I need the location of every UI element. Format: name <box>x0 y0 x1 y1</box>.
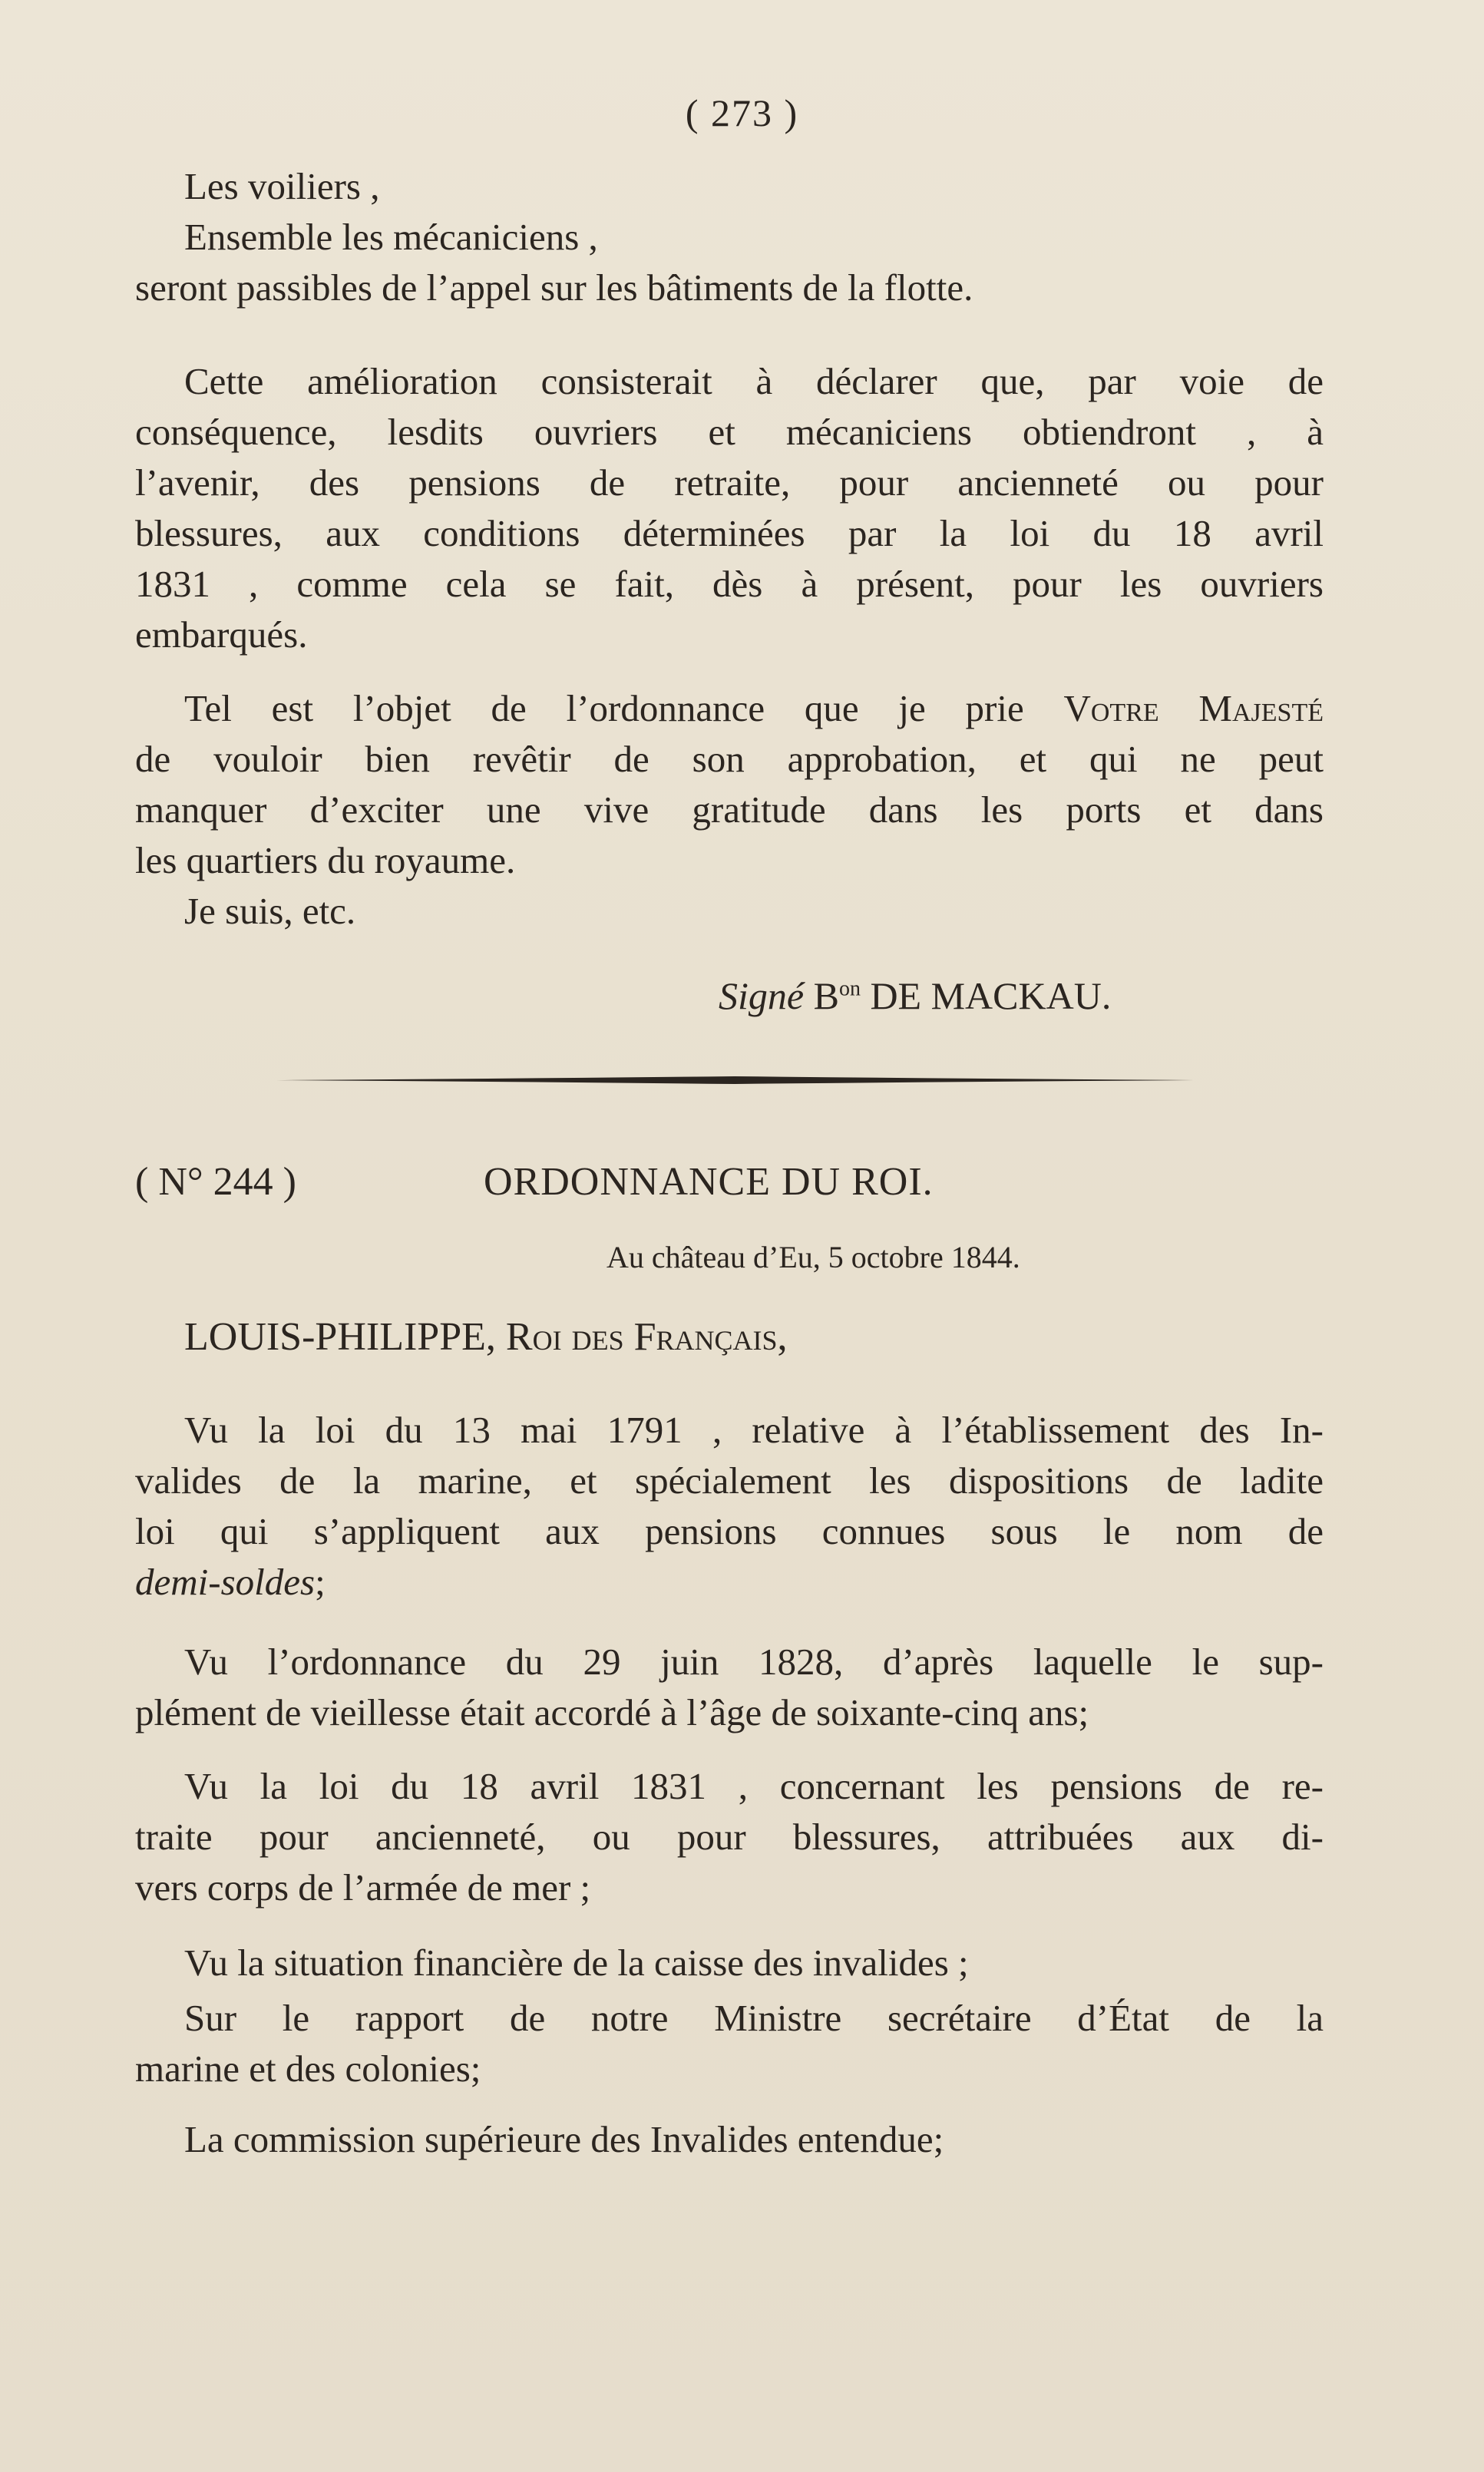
text-line: Vu la loi du 18 avril 1831 , concernant les pensions de re- <box>184 1765 1324 1807</box>
list-lines <box>135 161 1324 313</box>
king-title: Roi des Français, <box>505 1315 788 1359</box>
paragraph-improvement <box>135 356 1324 660</box>
text-line: valides de la marine, et spécialement les dispositions de ladite <box>135 1459 1324 1502</box>
paragraph-request <box>135 683 1324 937</box>
place-date: Au château d’Eu, 5 octobre 1844. <box>606 1240 1020 1274</box>
page-number: ( 273 ) <box>685 91 799 134</box>
text-line: marine et des colonies; <box>135 2047 481 2090</box>
closing-line: Je suis, etc. <box>184 890 356 932</box>
text-line: vers corps de l’armée de mer ; <box>135 1866 591 1909</box>
italic-term: demi-soldes <box>135 1561 316 1603</box>
text-line: seront passibles de l’appel sur les bâtiments de la flotte. <box>135 266 973 309</box>
consideration-2 <box>135 1637 1324 1738</box>
text-span: Tel est l’objet de l’ordonnance que je prie <box>184 687 1064 729</box>
text-line: La commission supérieure des Invalides entendue; <box>184 2118 944 2160</box>
text-line <box>135 1557 1324 1608</box>
text-line: embarqués. <box>135 613 308 656</box>
signature <box>719 973 1111 1018</box>
text-line: Sur le rapport de notre Ministre secrétaire d’État de la <box>184 1997 1324 2039</box>
text-span: ; <box>315 1561 326 1603</box>
ordinance-header <box>135 1159 1333 1215</box>
text-line: traite pour ancienneté, ou pour blessures, attribuées aux di- <box>135 1816 1324 1858</box>
text-line: blessures, aux conditions déterminées par la loi du 18 avril <box>135 512 1324 554</box>
signer-name: DE MACKAU. <box>870 974 1112 1017</box>
text-line: les quartiers du royaume. <box>135 839 516 881</box>
baron-title <box>814 974 861 1017</box>
text-line: de vouloir bien revêtir de son approbation, et qui ne peut <box>135 738 1324 780</box>
text-line: Vu la situation financière de la caisse des invalides ; <box>184 1942 969 1984</box>
text-line: loi qui s’appliquent aux pensions connues sous le nom de <box>135 1510 1324 1552</box>
text-line: Cette amélioration consisterait à déclarer que, par voie de <box>184 360 1324 402</box>
text-line: plément de vieillesse était accordé à l’âge de soixante-cinq ans; <box>135 1691 1089 1733</box>
text-line: Vu la loi du 13 mai 1791 , relative à l’établissement des In- <box>184 1409 1324 1451</box>
consideration-3 <box>135 1761 1324 1913</box>
text-line: 1831 , comme cela se fait, dès à présent, pour les ouvriers <box>135 563 1324 605</box>
section-divider-rule <box>276 1073 1194 1087</box>
text-line <box>135 683 1324 734</box>
consideration-6 <box>135 2114 1324 2165</box>
text-line: l’avenir, des pensions de retraite, pour ancienneté ou pour <box>135 461 1324 504</box>
king-line: LOUIS-PHILIPPE, Roi des Français, <box>184 1315 788 1359</box>
ordinance-number: ( N° 244 ) <box>135 1160 296 1204</box>
text-line: manquer d’exciter une vive gratitude dans les ports et dans <box>135 788 1324 831</box>
consideration-1 <box>135 1405 1324 1608</box>
baron-superscript: on <box>838 977 861 1001</box>
text-line: conséquence, lesdits ouvriers et mécaniciens obtiendront , à <box>135 411 1324 453</box>
consideration-5 <box>135 1993 1324 2094</box>
text-line: Les voiliers , <box>184 165 380 207</box>
text-line: Vu l’ordonnance du 29 juin 1828, d’après laquelle le sup- <box>184 1641 1324 1683</box>
majesty-smallcaps: Votre Majesté <box>1063 687 1324 729</box>
ordinance-title: ORDONNANCE DU ROI. <box>484 1160 934 1204</box>
text-line: Ensemble les mécaniciens , <box>184 216 598 258</box>
signed-word: Signé <box>719 974 805 1017</box>
king-name: LOUIS-PHILIPPE <box>184 1315 486 1359</box>
consideration-4 <box>135 1938 1324 1988</box>
baron-letter: B <box>813 974 839 1017</box>
